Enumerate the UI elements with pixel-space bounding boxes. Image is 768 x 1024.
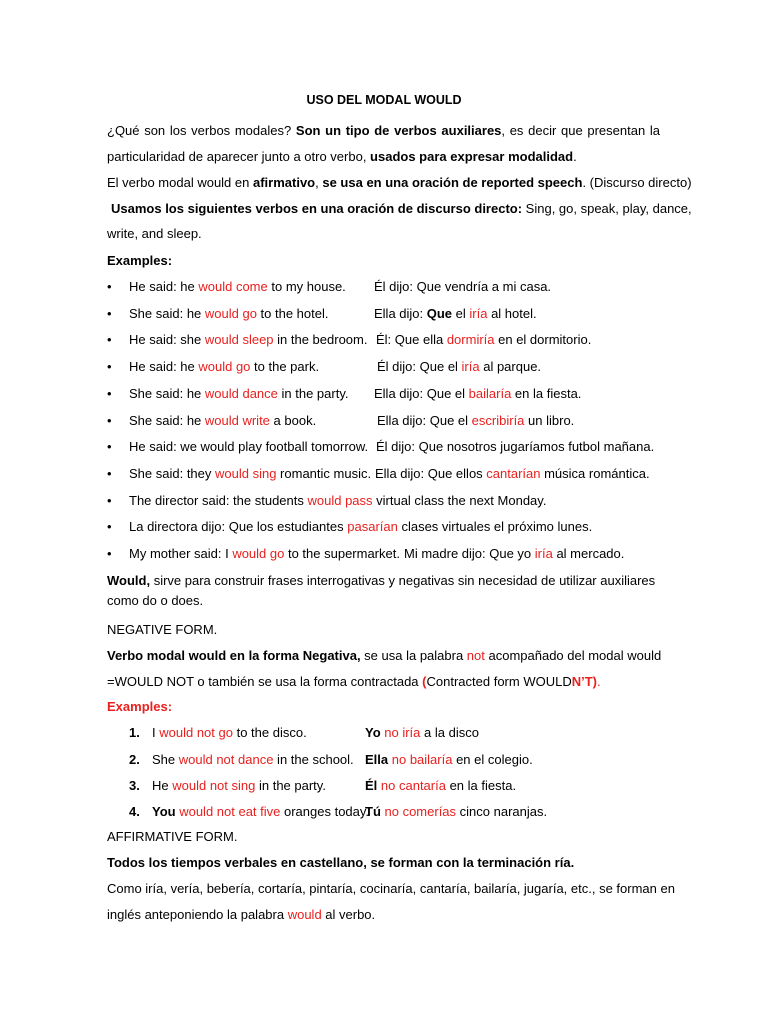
numbered-english-sentence: I would not go to the disco.: [152, 725, 307, 740]
bullet-spanish-translation: Ella dijo: Que el bailaría en la fiesta.: [374, 386, 582, 401]
bullet-english-sentence: The director said: the students would pass virtual class the next Monday.: [129, 493, 547, 508]
negative-form-heading: NEGATIVE FORM.: [107, 622, 218, 637]
bullet-dot-icon: •: [107, 493, 112, 508]
bullet-dot-icon: •: [107, 306, 112, 321]
affirmative-line-1: Todos los tiempos verbales en castellano, se forman con la terminación ría.: [107, 855, 575, 870]
bullet-english-sentence: He said: she would sleep in the bedroom.: [129, 332, 368, 347]
intro-line-1: ¿Qué son los verbos modales? Son un tipo de verbos auxiliares, es decir que presentan la: [107, 123, 660, 138]
item-number: 1.: [129, 725, 140, 740]
numbered-spanish-translation: Yo no iría a la disco: [365, 725, 479, 740]
bullet-english-sentence: He said: he would go to the park.: [129, 359, 320, 374]
affirmative-line-3: inglés anteponiendo la palabra would al verbo.: [107, 907, 376, 922]
bullet-english-sentence: He said: he would come to my house.: [129, 279, 346, 294]
document-title: USO DEL MODAL WOULD: [306, 93, 462, 107]
negative-examples-heading: Examples:: [107, 699, 173, 714]
would-note-line-1: Would, sirve para construir frases interrogativas y negativas sin necesidad de utilizar auxiliares: [107, 573, 656, 588]
bullet-spanish-translation: Él: Que ella dormiría en el dormitorio.: [376, 332, 592, 347]
would-note-line-2: como do o does.: [107, 593, 204, 608]
intro-line-4: Usamos los siguientes verbos en una oración de discurso directo: Sing, go, speak, play, dance,: [111, 201, 692, 216]
bullet-english-sentence: She said: he would go to the hotel.: [129, 306, 329, 321]
intro-line-5: write, and sleep.: [107, 226, 202, 241]
bullet-spanish-translation: Ella dijo: Que el escribiría un libro.: [377, 413, 575, 428]
bullet-spanish-translation: Él dijo: Que nosotros jugaríamos futbol mañana.: [376, 439, 655, 454]
bullet-spanish-translation: Mi madre dijo: Que yo iría al mercado.: [404, 546, 625, 561]
bullet-dot-icon: •: [107, 519, 112, 534]
bullet-spanish-translation: Ella dijo: Que el iría al hotel.: [374, 306, 537, 321]
numbered-spanish-translation: Él no cantaría en la fiesta.: [365, 778, 517, 793]
numbered-english-sentence: He would not sing in the party.: [152, 778, 326, 793]
numbered-english-sentence: She would not dance in the school.: [152, 752, 354, 767]
bullet-spanish-translation: Ella dijo: Que ellos cantarían música romántica.: [375, 466, 650, 481]
bullet-english-sentence: She said: he would write a book.: [129, 413, 317, 428]
bullet-dot-icon: •: [107, 279, 112, 294]
item-number: 4.: [129, 804, 140, 819]
numbered-spanish-translation: Ella no bailaría en el colegio.: [365, 752, 533, 767]
negative-text-line-1: Verbo modal would en la forma Negativa, se usa la palabra not acompañado del modal would: [107, 648, 662, 663]
bullet-dot-icon: •: [107, 332, 112, 347]
bullet-english-sentence: She said: they would sing romantic music.: [129, 466, 372, 481]
item-number: 3.: [129, 778, 140, 793]
bullet-english-sentence: My mother said: I would go to the supermarket.: [129, 546, 400, 561]
bullet-dot-icon: •: [107, 386, 112, 401]
numbered-spanish-translation: Tú no comerías cinco naranjas.: [365, 804, 548, 819]
bullet-dot-icon: •: [107, 466, 112, 481]
bullet-dot-icon: •: [107, 439, 112, 454]
bullet-dot-icon: •: [107, 359, 112, 374]
numbered-english-sentence: You would not eat five oranges today.: [152, 804, 370, 819]
intro-line-2: particularidad de aparecer junto a otro verbo, usados para expresar modalidad.: [107, 149, 577, 164]
affirmative-form-heading: AFFIRMATIVE FORM.: [107, 829, 238, 844]
bullet-english-sentence: She said: he would dance in the party.: [129, 386, 349, 401]
bullet-dot-icon: •: [107, 546, 112, 561]
bullet-spanish-translation: Él dijo: Que vendría a mi casa.: [374, 279, 552, 294]
intro-line-3: El verbo modal would en afirmativo, se usa en una oración de reported speech. (Discurso directo): [107, 175, 692, 190]
affirmative-line-2: Como iría, vería, bebería, cortaría, pintaría, cocinaría, cantaría, bailaría, jugaría, etc., se forman en: [107, 881, 675, 896]
item-number: 2.: [129, 752, 140, 767]
examples-heading: Examples:: [107, 253, 173, 268]
bullet-spanish-translation: Él dijo: Que el iría al parque.: [377, 359, 542, 374]
negative-text-line-2: =WOULD NOT o también se usa la forma contractada (Contracted form WOULDN’T).: [107, 674, 601, 689]
bullet-english-sentence: He said: we would play football tomorrow.: [129, 439, 369, 454]
bullet-english-sentence: La directora dijo: Que los estudiantes pasarían clases virtuales el próximo lunes.: [129, 519, 593, 534]
bullet-dot-icon: •: [107, 413, 112, 428]
